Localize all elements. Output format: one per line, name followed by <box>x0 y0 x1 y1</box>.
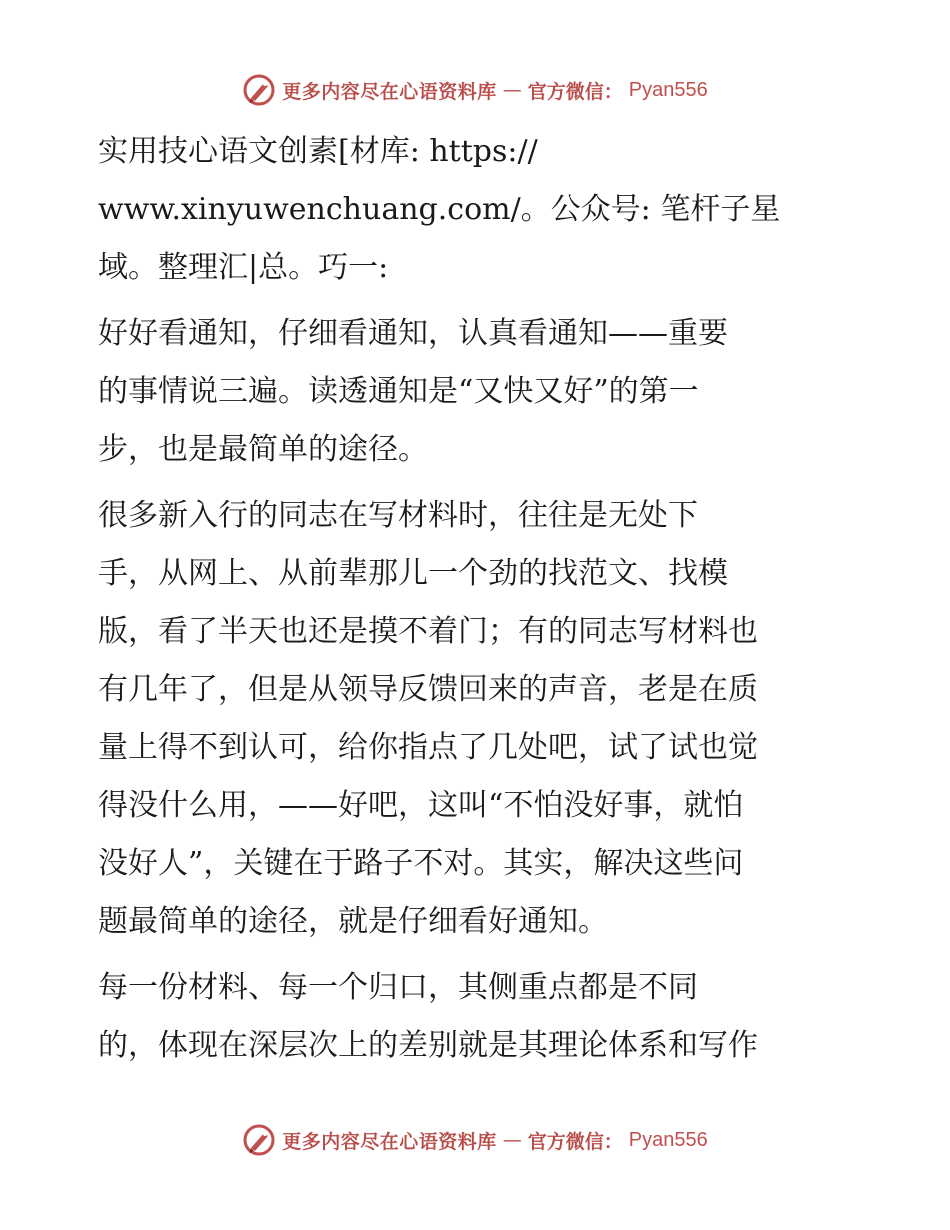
pen-logo-icon <box>242 73 276 107</box>
paragraph-1 <box>98 123 850 297</box>
banner-wechat-id: Pyan556 <box>628 1128 708 1151</box>
text-line: 手，从网上、从前辈那儿一个劲的找范文、找模 <box>98 556 728 591</box>
text-line: 得没什么用，——好吧，这叫“不怕没好事，就怕 <box>98 788 744 823</box>
text-line: 好好看通知，仔细看通知，认真看通知——重要 <box>98 316 728 351</box>
text-line: 版，看了半天也还是摸不着门；有的同志写材料也 <box>98 614 758 649</box>
text-line: 域。整理汇|总。巧一: <box>98 250 389 285</box>
banner-dash: — <box>502 79 522 101</box>
text-line: 实用技心语文创素[材库: https:// <box>98 134 538 169</box>
banner-official-label: 官方微信： <box>527 1130 623 1153</box>
banner-official-label: 官方微信： <box>527 80 623 103</box>
text-line: 很多新入行的同志在写材料时，往往是无处下 <box>98 498 698 533</box>
banner-title: 更多内容尽在心语资料库 <box>282 1130 497 1153</box>
text-line: 没好人”，关键在于路子不对。其实，解决这些问 <box>98 846 744 881</box>
text-line: 有几年了，但是从领导反馈回来的声音，老是在质 <box>98 672 758 707</box>
paragraph-3 <box>98 487 850 951</box>
text-line: 步，也是最简单的途径。 <box>98 432 428 467</box>
document-body <box>98 123 850 1083</box>
text-line: 每一份材料、每一个归口，其侧重点都是不同 <box>98 970 698 1005</box>
footer-banner <box>0 1120 950 1160</box>
banner-title: 更多内容尽在心语资料库 <box>282 80 497 103</box>
banner-wechat-id: Pyan556 <box>628 78 708 101</box>
pen-logo-icon <box>242 1123 276 1157</box>
text-line: www.xinyuwenchuang.com/。公众号: 笔杆子星 <box>98 192 781 227</box>
text-line: 题最简单的途径，就是仔细看好通知。 <box>98 904 608 939</box>
text-line: 量上得不到认可，给你指点了几处吧，试了试也觉 <box>98 730 758 765</box>
banner-dash: — <box>502 1129 522 1151</box>
text-line: 的，体现在深层次上的差别就是其理论体系和写作 <box>98 1028 758 1063</box>
paragraph-4 <box>98 959 850 1075</box>
text-line: 的事情说三遍。读透通知是“又快又好”的第一 <box>98 374 699 409</box>
header-banner <box>0 70 950 110</box>
paragraph-2 <box>98 305 850 479</box>
